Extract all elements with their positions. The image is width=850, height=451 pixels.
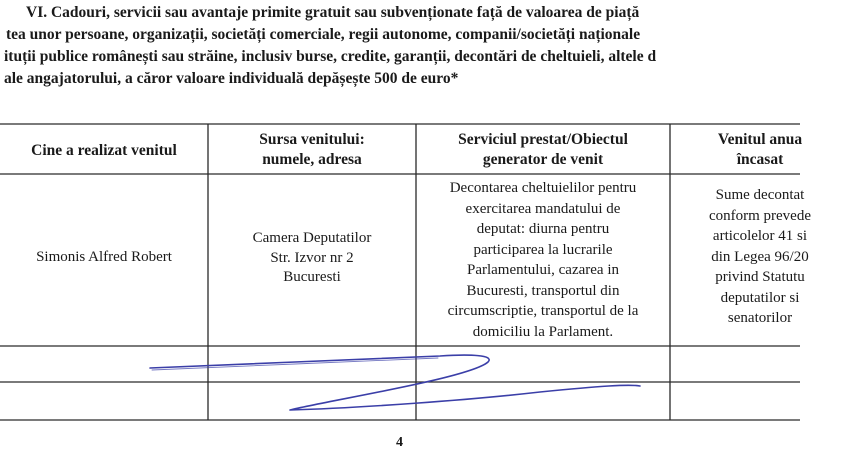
cell-service [416, 178, 670, 342]
page-number: 4 [396, 435, 403, 450]
header-source [208, 130, 416, 170]
cell-source-line-3: Bucuresti [283, 269, 341, 285]
cell-service-line-5: Parlamentului, cazarea in [466, 262, 619, 278]
cell-income-line-3: articolelor 41 si [712, 228, 808, 244]
header-who [0, 141, 208, 161]
header-service [416, 130, 670, 170]
cell-service-line-2: exercitarea mandatului de [465, 200, 621, 217]
cell-service-line-3: deputat: diurna pentru [476, 221, 610, 237]
cell-service-line-6: Bucuresti, transportul din [466, 282, 620, 299]
cell-service-line-7: circumscriptie, transportul de la [447, 303, 639, 319]
heading-line-1: VI. Cadouri, servicii sau avantaje primite gratuit sau subvenționate față de valoarea de piață [26, 4, 640, 21]
cell-service-line-1: Decontarea cheltuielilor pentru [449, 180, 637, 196]
header-income-line-2: încasat [736, 151, 784, 168]
cell-income-line-1: Sume decontat [715, 187, 805, 203]
cell-source-line-2: Str. Izvor nr 2 [270, 249, 354, 266]
header-source-line-1: Sursa venitului: [259, 131, 365, 148]
cell-source [208, 229, 416, 288]
cell-service-line-4: participarea la lucrarile [473, 241, 613, 258]
cell-income-line-4: din Legea 96/20 [711, 248, 809, 265]
cell-income-line-6: deputatilor si [720, 289, 800, 306]
heading-line-4: ale angajatorului, a căror valoare individuală depășește 500 de euro* [4, 70, 459, 87]
cell-income-line-5: privind Statutu [715, 269, 805, 285]
header-income-line-1: Venitul anua [717, 131, 803, 148]
header-who-line: Cine a realizat venitul [31, 142, 177, 159]
heading-line-3: ituții publice românești sau străine, inclusiv burse, credite, garanții, decontări de cheltuieli, altele d [4, 48, 657, 65]
cell-who-line: Simonis Alfred Robert [36, 249, 172, 265]
cell-income-line-2: conform prevede [708, 207, 812, 224]
heading-line-2: tea unor persoane, organizații, societăți comerciale, regii autonome, companii/societăți naționale [6, 26, 641, 43]
cell-who [0, 248, 208, 268]
cell-source-line-1: Camera Deputatilor [252, 230, 372, 246]
cell-income-line-7: senatorilor [727, 310, 793, 326]
header-service-line-2: generator de venit [482, 151, 604, 168]
cell-income [670, 185, 850, 329]
header-income [670, 130, 850, 170]
header-service-line-1: Serviciul prestat/Obiectul [458, 131, 628, 148]
cell-service-line-8: domiciliu la Parlament. [472, 323, 614, 340]
header-source-line-2: numele, adresa [262, 151, 362, 168]
